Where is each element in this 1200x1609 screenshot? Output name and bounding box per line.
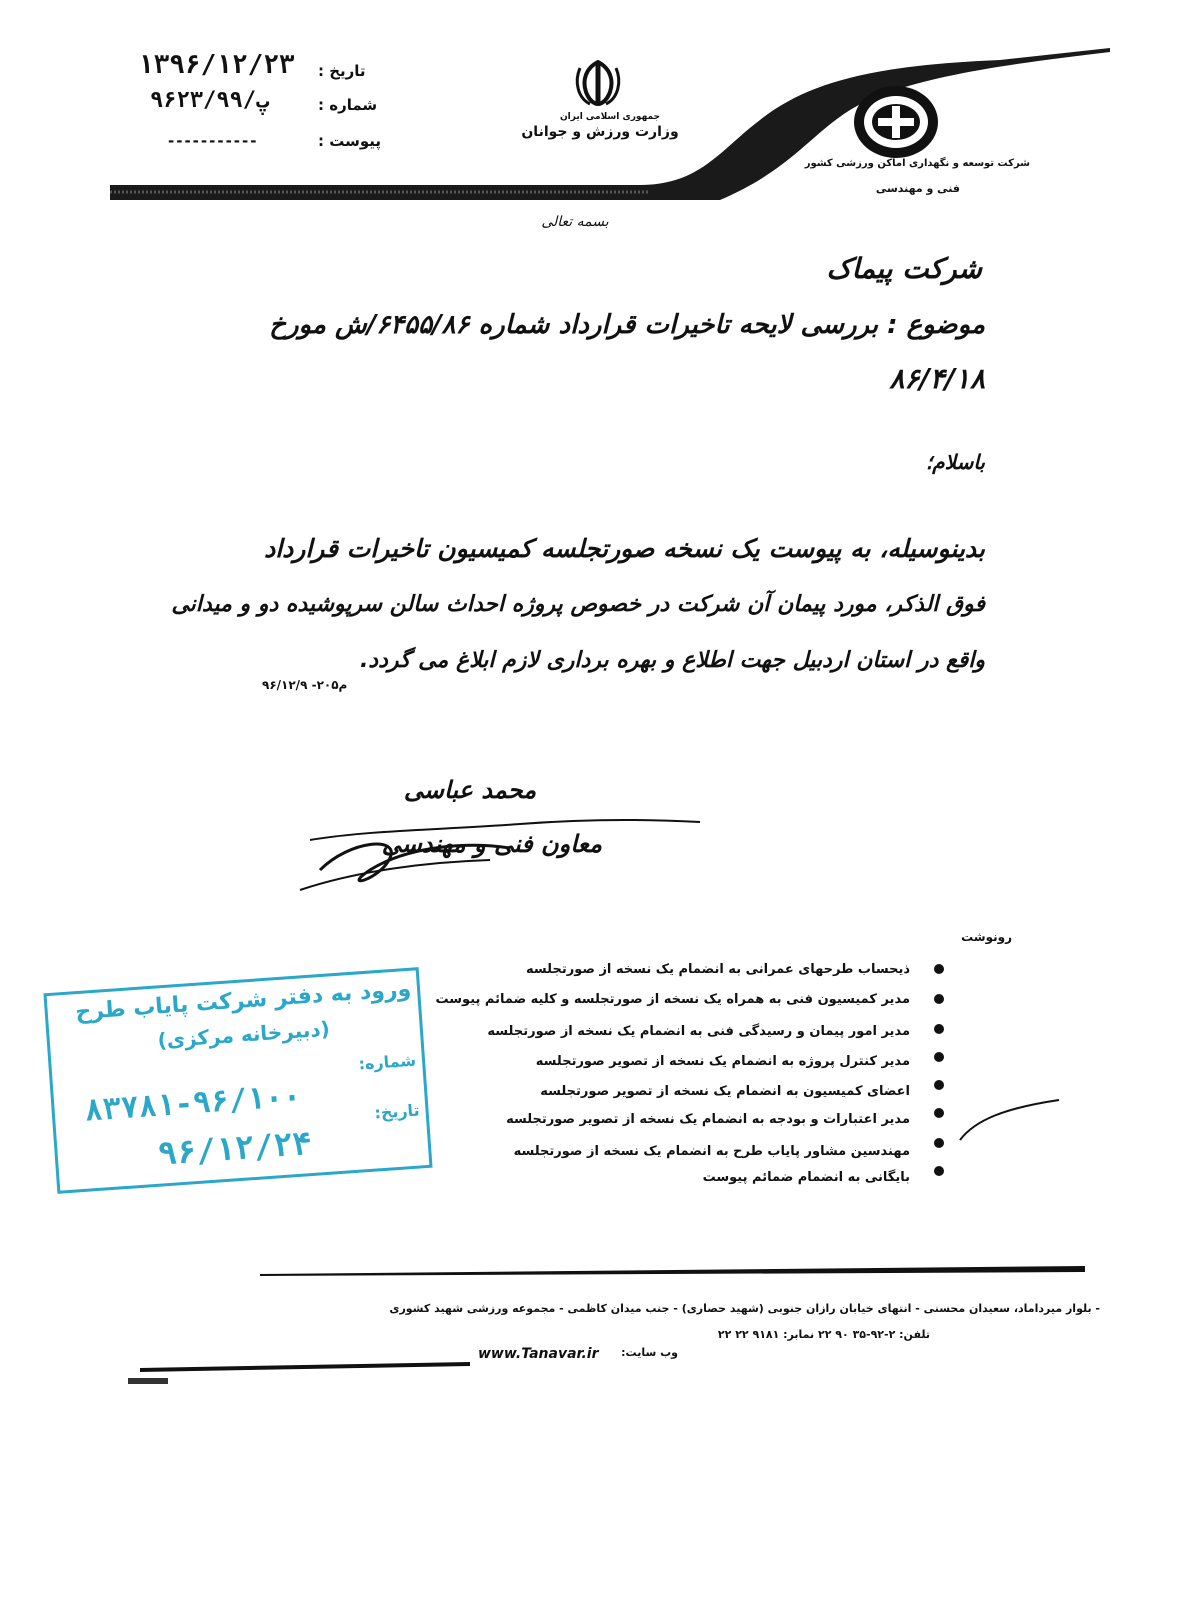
company-logo-icon: [850, 82, 942, 162]
cc-item-7: مهندسین مشاور پایاب طرح به انضمام یک نسخه از صورتجلسه: [513, 1144, 910, 1159]
cc-bullet-3: [934, 1024, 944, 1034]
body-note: م۲۰۵- ۹۶/۱۲/۹: [262, 678, 348, 692]
greeting: باسلام؛: [925, 450, 985, 474]
iran-emblem-icon: [572, 58, 624, 108]
cc-item-6: مدیر اعتبارات و بودجه به انضمام یک نسخه از تصویر صورتجلسه: [506, 1112, 910, 1127]
date-label: تاریخ :: [318, 62, 366, 80]
subject-line2: ۸۶/۴/۱۸: [889, 362, 985, 395]
cc-title: رونوشت: [961, 930, 1012, 944]
handwritten-mark: [955, 1090, 1065, 1150]
cc-bullet-8: [934, 1166, 944, 1176]
cc-item-3: مدیر امور پیمان و رسیدگی فنی به انضمام یک نسخه از صورتجلسه: [487, 1024, 910, 1039]
footer-rule: [0, 1260, 1200, 1280]
registration-stamp: [43, 967, 432, 1194]
stamp-number-label: شماره:: [357, 1050, 417, 1074]
recipient: شرکت پیماک: [826, 252, 982, 285]
cc-bullet-7: [934, 1138, 944, 1148]
footer-phone: تلفن: ۲-۹۲-۳۵ ۹۰ ۲۲ نمابر: ۹۱۸۱ ۲۲ ۲۲: [717, 1328, 930, 1341]
attachment-value: -----------: [168, 132, 259, 150]
body-line-1: بدینوسیله، به پیوست یک نسخه صورتجلسه کمیسیون تاخیرات قرارداد: [264, 534, 985, 563]
cc-item-8: بایگانی به انضمام ضمائم پیوست: [702, 1170, 910, 1185]
footer-bottom-rule: [0, 1358, 1200, 1388]
stamp-number-value: ۸۳۷۸۱-۹۶/۱۰۰: [83, 1078, 303, 1129]
subject-line1: موضوع : بررسی لایحه تاخیرات قرارداد شماره ۶۴۵۵/۸۶/ش مورخ: [269, 310, 985, 340]
invocation: بسمه تعالی: [541, 214, 609, 230]
attachment-label: پیوست :: [318, 132, 382, 150]
ministry-line2: وزارت ورزش و جوانان: [521, 124, 679, 140]
cc-item-5: اعضای کمیسیون به انضمام یک نسخه از تصویر صورتجلسه: [540, 1084, 910, 1099]
cc-bullet-4: [934, 1052, 944, 1062]
company-line2: فنی و مهندسی: [875, 182, 960, 195]
stamp-title: ورود به دفتر شرکت پایاب طرح: [74, 976, 412, 1026]
stamp-date-value: ۹۶/۱۲/۲۴: [156, 1124, 313, 1173]
cc-item-4: مدیر کنترل پروژه به انضمام یک نسخه از تصویر صورتجلسه: [535, 1054, 910, 1069]
number-value: ۹۶۲۳/۹۹/پ: [150, 88, 270, 113]
ministry-line1: جمهوری اسلامی ایران: [559, 112, 661, 122]
cc-bullet-5: [934, 1080, 944, 1090]
body-line-2: فوق الذکر، مورد پیمان آن شرکت در خصوص پروژه احداث سالن سرپوشیده دو و میدانی: [171, 592, 985, 617]
signatory-name: محمد عباسی: [403, 776, 537, 804]
date-value: ۱۳۹۶/۱۲/۲۳: [138, 50, 295, 80]
footer-address: - بلوار میرداماد، سعیدان محسنی - انتهای خیابان رازان جنوبی (شهید حصاری) - جنب میدان کاظمی - مجموعه ورزشی شهید کشوری: [389, 1302, 1100, 1315]
footer-website: www.Tanavar.ir: [478, 1346, 599, 1362]
number-label: شماره :: [318, 96, 378, 114]
footer-website-label: وب سایت:: [621, 1346, 678, 1359]
body-line-3: واقع در استان اردبیل جهت اطلاع و بهره برداری لازم ابلاغ می گردد.: [359, 648, 985, 673]
cc-bullet-1: [934, 964, 944, 974]
company-line1: شرکت توسعه و نگهداری اماکن ورزشی کشور: [804, 158, 1030, 169]
stamp-subtitle: (دبیرخانه مرکزی): [156, 1016, 331, 1053]
stamp-date-label: تاریخ:: [373, 1100, 421, 1123]
signatory-title: معاون فنی و مهندسی: [381, 830, 602, 858]
cc-bullet-2: [934, 994, 944, 1004]
cc-item-2: مدیر کمیسیون فنی به همراه یک نسخه از صورتجلسه و کلیه ضمائم پیوست: [435, 992, 910, 1007]
cc-bullet-6: [934, 1108, 944, 1118]
cc-item-1: ذیحساب طرحهای عمرانی به انضمام یک نسخه از صورتجلسه: [526, 962, 910, 977]
